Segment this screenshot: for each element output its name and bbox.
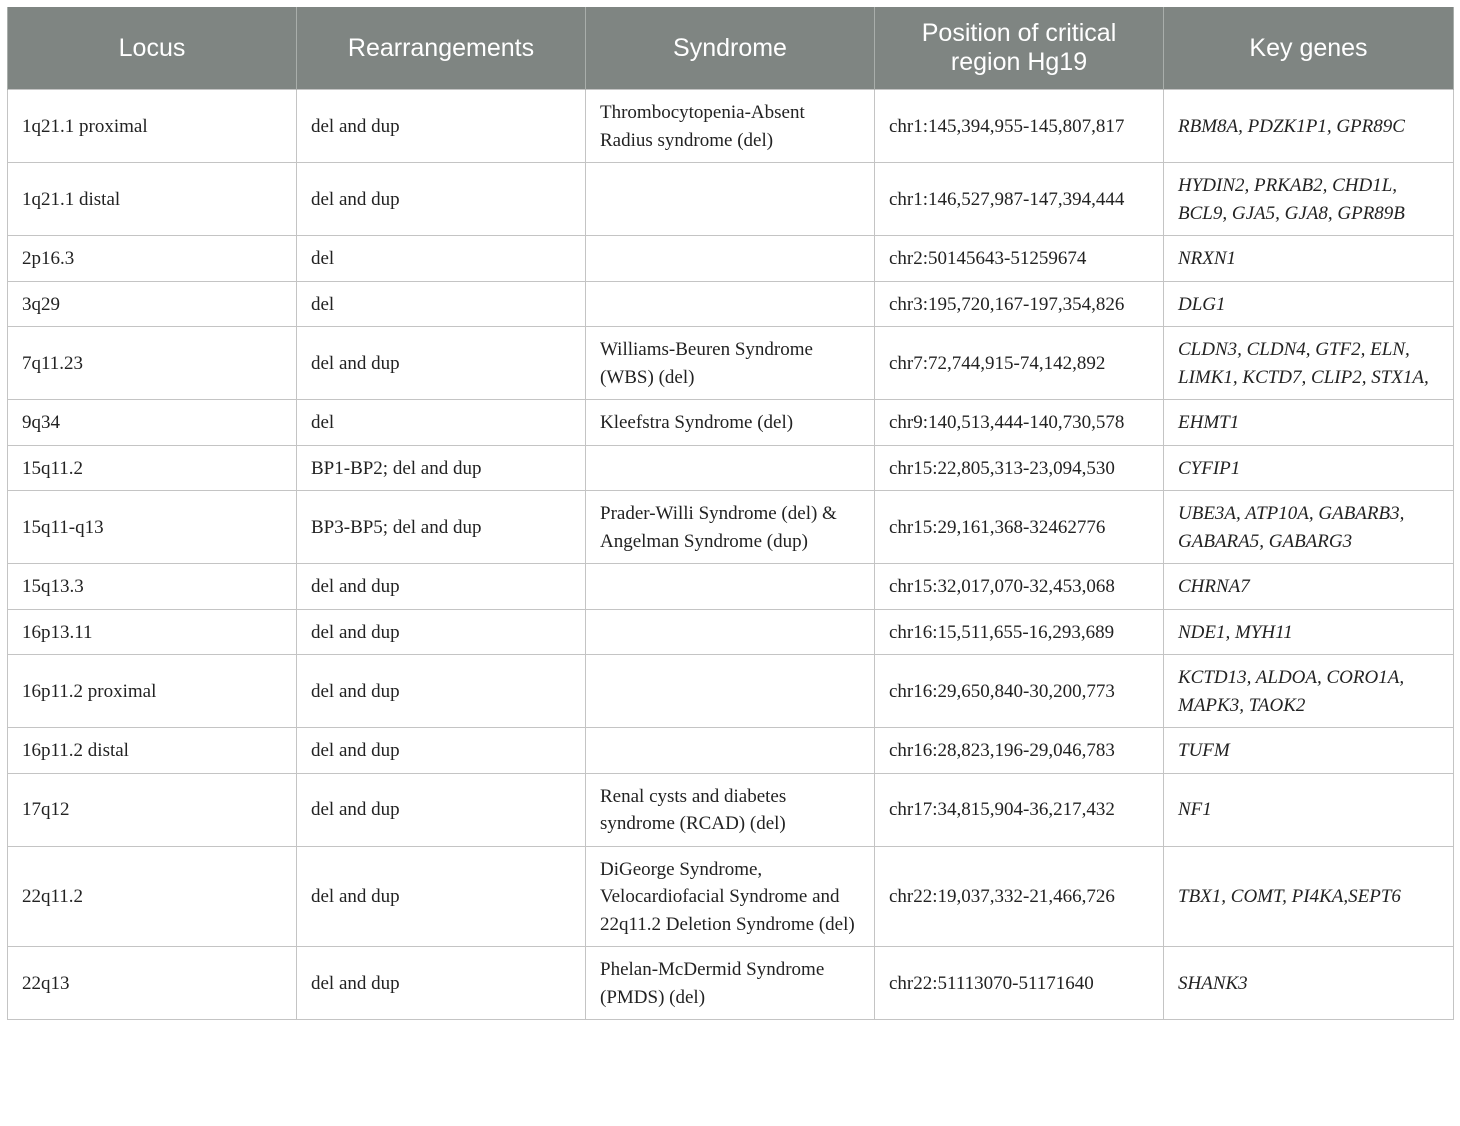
cell-key-genes: SHANK3 xyxy=(1164,947,1454,1020)
cell-rearrangements: del and dup xyxy=(297,947,586,1020)
cell-position: chr2:50145643-51259674 xyxy=(875,236,1164,282)
table-container xyxy=(7,7,1453,1020)
cell-position: chr22:51113070-51171640 xyxy=(875,947,1164,1020)
cell-locus: 15q11.2 xyxy=(8,445,297,491)
cell-locus: 15q11-q13 xyxy=(8,491,297,564)
cell-rearrangements: del and dup xyxy=(297,163,586,236)
cell-key-genes: NF1 xyxy=(1164,773,1454,846)
cell-locus: 17q12 xyxy=(8,773,297,846)
cell-locus: 3q29 xyxy=(8,281,297,327)
table-row xyxy=(8,773,1454,846)
cell-locus: 22q13 xyxy=(8,947,297,1020)
cell-syndrome: Renal cysts and diabetes syndrome (RCAD) (del) xyxy=(586,773,875,846)
cell-rearrangements: del and dup xyxy=(297,90,586,163)
cell-rearrangements: del and dup xyxy=(297,655,586,728)
table-row xyxy=(8,163,1454,236)
cell-key-genes: DLG1 xyxy=(1164,281,1454,327)
cell-position: chr16:29,650,840-30,200,773 xyxy=(875,655,1164,728)
cell-position: chr17:34,815,904-36,217,432 xyxy=(875,773,1164,846)
cell-key-genes: EHMT1 xyxy=(1164,400,1454,446)
cell-key-genes: TBX1, COMT, PI4KA,SEPT6 xyxy=(1164,846,1454,947)
cell-rearrangements: del and dup xyxy=(297,728,586,774)
cell-syndrome xyxy=(586,728,875,774)
cell-position: chr15:29,161,368-32462776 xyxy=(875,491,1164,564)
cell-rearrangements: del and dup xyxy=(297,564,586,610)
cell-position: chr15:32,017,070-32,453,068 xyxy=(875,564,1164,610)
cell-syndrome: Kleefstra Syndrome (del) xyxy=(586,400,875,446)
table-row xyxy=(8,327,1454,400)
table-row xyxy=(8,236,1454,282)
cell-locus: 16p11.2 distal xyxy=(8,728,297,774)
table-row xyxy=(8,564,1454,610)
cell-syndrome: Williams-Beuren Syndrome (WBS) (del) xyxy=(586,327,875,400)
cell-key-genes: NDE1, MYH11 xyxy=(1164,609,1454,655)
table-row xyxy=(8,400,1454,446)
header-row xyxy=(8,7,1454,90)
cell-key-genes: CYFIP1 xyxy=(1164,445,1454,491)
cell-rearrangements: del xyxy=(297,281,586,327)
cell-locus: 7q11.23 xyxy=(8,327,297,400)
cell-key-genes: CLDN3, CLDN4, GTF2, ELN, LIMK1, KCTD7, CLIP2, STX1A, xyxy=(1164,327,1454,400)
table-row xyxy=(8,846,1454,947)
cell-position: chr15:22,805,313-23,094,530 xyxy=(875,445,1164,491)
cell-locus: 15q13.3 xyxy=(8,564,297,610)
cell-position: chr1:145,394,955-145,807,817 xyxy=(875,90,1164,163)
table-row xyxy=(8,491,1454,564)
cell-position: chr1:146,527,987-147,394,444 xyxy=(875,163,1164,236)
cell-syndrome: DiGeorge Syndrome, Velocardiofacial Syndrome and 22q11.2 Deletion Syndrome (del) xyxy=(586,846,875,947)
cell-key-genes: CHRNA7 xyxy=(1164,564,1454,610)
cell-rearrangements: del xyxy=(297,400,586,446)
table-header xyxy=(8,7,1454,90)
cell-locus: 16p11.2 proximal xyxy=(8,655,297,728)
cell-position: chr3:195,720,167-197,354,826 xyxy=(875,281,1164,327)
table-row xyxy=(8,947,1454,1020)
cell-position: chr16:15,511,655-16,293,689 xyxy=(875,609,1164,655)
cell-locus: 9q34 xyxy=(8,400,297,446)
cell-syndrome xyxy=(586,564,875,610)
cell-syndrome xyxy=(586,236,875,282)
cell-key-genes: UBE3A, ATP10A, GABARB3, GABARA5, GABARG3 xyxy=(1164,491,1454,564)
cell-key-genes: RBM8A, PDZK1P1, GPR89C xyxy=(1164,90,1454,163)
table-row xyxy=(8,90,1454,163)
cell-locus: 2p16.3 xyxy=(8,236,297,282)
table-row xyxy=(8,655,1454,728)
cell-locus: 1q21.1 distal xyxy=(8,163,297,236)
cell-rearrangements: BP3-BP5; del and dup xyxy=(297,491,586,564)
table-row xyxy=(8,445,1454,491)
cell-locus: 22q11.2 xyxy=(8,846,297,947)
cell-position: chr9:140,513,444-140,730,578 xyxy=(875,400,1164,446)
cell-syndrome xyxy=(586,445,875,491)
cell-syndrome: Phelan-McDermid Syndrome (PMDS) (del) xyxy=(586,947,875,1020)
cell-syndrome: Prader-Willi Syndrome (del) & Angelman Syndrome (dup) xyxy=(586,491,875,564)
header-syndrome: Syndrome xyxy=(586,7,875,90)
cell-rearrangements: del xyxy=(297,236,586,282)
cell-syndrome: Thrombocytopenia-Absent Radius syndrome (del) xyxy=(586,90,875,163)
cell-syndrome xyxy=(586,281,875,327)
cell-rearrangements: del and dup xyxy=(297,609,586,655)
cell-rearrangements: del and dup xyxy=(297,846,586,947)
table-row xyxy=(8,728,1454,774)
cell-rearrangements: del and dup xyxy=(297,327,586,400)
cnv-table xyxy=(7,7,1454,1020)
cell-key-genes: KCTD13, ALDOA, CORO1A, MAPK3, TAOK2 xyxy=(1164,655,1454,728)
cell-syndrome xyxy=(586,655,875,728)
cell-rearrangements: BP1-BP2; del and dup xyxy=(297,445,586,491)
cell-syndrome xyxy=(586,609,875,655)
cell-position: chr22:19,037,332-21,466,726 xyxy=(875,846,1164,947)
cell-rearrangements: del and dup xyxy=(297,773,586,846)
header-rearrangements: Rearrangements xyxy=(297,7,586,90)
cell-locus: 16p13.11 xyxy=(8,609,297,655)
cell-key-genes: TUFM xyxy=(1164,728,1454,774)
cell-key-genes: NRXN1 xyxy=(1164,236,1454,282)
cell-position: chr7:72,744,915-74,142,892 xyxy=(875,327,1164,400)
table-row xyxy=(8,281,1454,327)
cell-locus: 1q21.1 proximal xyxy=(8,90,297,163)
table-body xyxy=(8,90,1454,1020)
header-locus: Locus xyxy=(8,7,297,90)
cell-syndrome xyxy=(586,163,875,236)
cell-key-genes: HYDIN2, PRKAB2, CHD1L, BCL9, GJA5, GJA8, GPR89B xyxy=(1164,163,1454,236)
header-key-genes: Key genes xyxy=(1164,7,1454,90)
table-row xyxy=(8,609,1454,655)
cell-position: chr16:28,823,196-29,046,783 xyxy=(875,728,1164,774)
header-position: Position of critical region Hg19 xyxy=(875,7,1164,90)
